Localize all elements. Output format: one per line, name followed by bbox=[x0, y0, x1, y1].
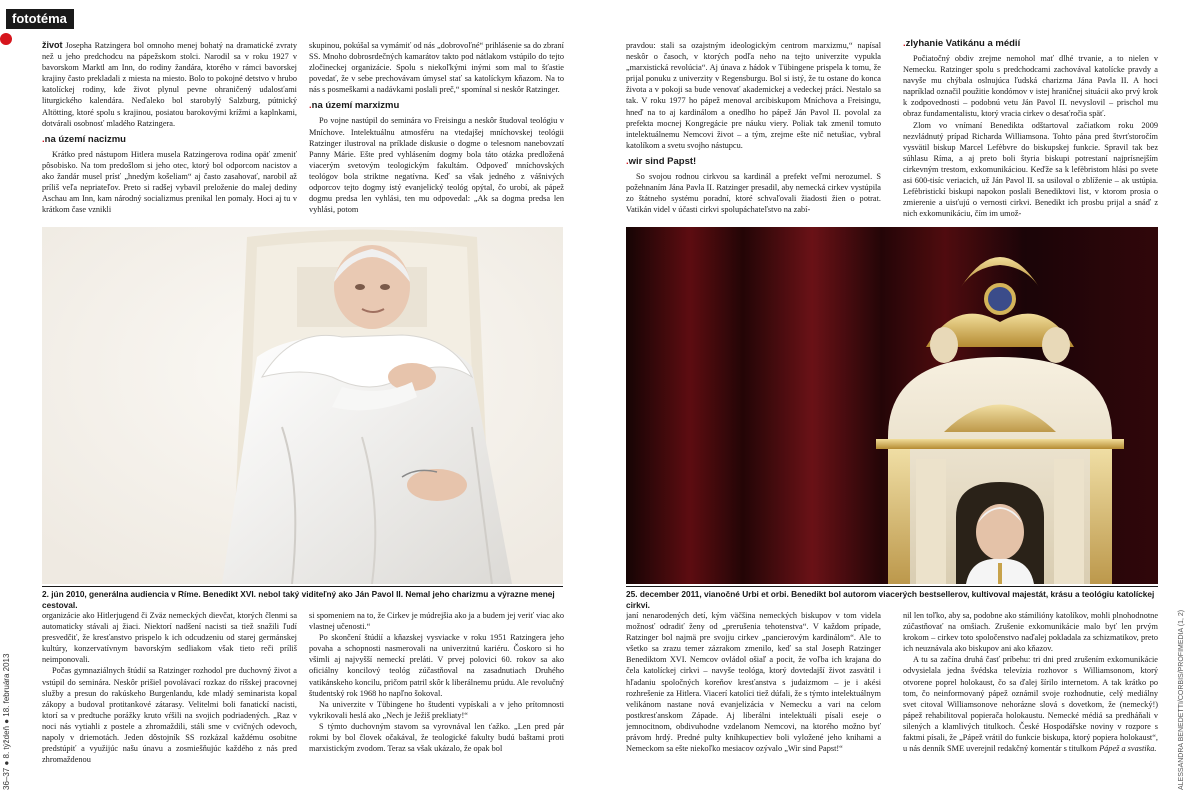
subheading: .na území nacizmu bbox=[42, 133, 126, 145]
paragraph: S týmto duchovným stavom sa vyrovnával len ťažko. „Len pred pár rokmi by bol človek očakával, že teologické fakulty budú baštami proti marxistickým zvodom. Teraz sa však ukázalo, že opak bol bbox=[309, 721, 564, 754]
paragraph: janí nenarodených detí, kým väčšina nemeckých biskupov v tom videla možnosť odradiť ženy od „prerušenia tehotenstva“. V každom prípade, Ratzinger bol najmä pre svojju cirkev „pancierovým kardinálom“. Ale to všetko sa zrazu temer zázrakom zmenilo, keď sa stal Joseph Ratzinger Benediktom XVI. Nemcov ovládol ošiaľ a pocit, že voľba ich krajana do čela katolíckej cirkvi – navyše teológa, ktorý dovtedajší život zasvätil i hľadaniu spoločných koreňov kresťanstva s judaizmom – je i akési rozhrešenie za Hitlera. Viacerí katolíci tiež dúfali, že s týmto intelektuálnym velikánom nastane nová evanjelizácia v Nemecku a vari na celom postkresťanskom Západe. Aj liberálni intelektuáli písali eseje o jemnocitnom, obdivuhodne vzdelanom Nemcovi, na ktorého možno byť právom hrdý. Predné pulty kníhkupectiev boli vyložené jeho knihami a Nemeckom sa ešte niekoľko mesiacov ozývalo „Wir sind Papst!“ bbox=[626, 611, 881, 754]
caption-rule bbox=[42, 586, 563, 587]
text-column-2 bbox=[309, 40, 564, 223]
subheading: .wir sind Papst! bbox=[626, 155, 697, 167]
photo-credit: ALESSANDRA BENEDETTI/CORBIS/PROFIMEDIA (1, 2) bbox=[1178, 609, 1185, 790]
paragraph: Krátko pred nástupom Hitlera musela Ratzingerova rodina opäť zmeniť pôsobisko. Na tom predošlom si jeho otec, ktorý bol odporcom nacistov a ako žandár musel prísť „hnedým košeliam“ aj často zasahovať, narobil až príliš veľa nepriateľov. Preto si radšej vybavil preloženie do malej dediny Aschau am Inn, kam národný socializmus prenikal len pomaly. Hoci aj tu v krátkom čase vznikli bbox=[42, 149, 297, 215]
photo-pope-urbi-et-orbi bbox=[626, 227, 1158, 584]
text-column-5 bbox=[42, 610, 297, 790]
section-label: fototéma bbox=[6, 9, 74, 29]
section-bullet-icon bbox=[0, 33, 12, 45]
text-column-3 bbox=[626, 40, 881, 223]
text-column-1 bbox=[42, 40, 297, 223]
paragraph: si spomeniem na to, že Cirkev je múdrejšia ako ja a budem jej veriť viac ako vlastnej učenosti.“ bbox=[309, 611, 564, 632]
page-folio: 36–37 ● 8. týždeň ● 18. februára 2013 bbox=[2, 653, 11, 790]
lead-word: život bbox=[42, 40, 63, 50]
paragraph: pravdou: stali sa ozajstným ideologickým centrom marxizmu,“ napísal neskôr o časoch, v ktorých podľa neho na tejto univerzite vypukla „marxistická revolúcia“. Aj únava z hádok v Tübingene prispela k tomu, že prijal ponuku z univerzity v Regensburgu. Bol si istý, že tu ostane do konca života a v pokoji sa bude venovať akademickej a vedeckej práci. Nestalo sa tak. V roku 1977 ho pápež menoval arcibiskupom Mníchova a Freisingu, hneď na to aj kardinálom a onedlho ho pápež Ján Pavol II. povolal za prefekta mocnej Kongregácie pre náuku viery. Poliak tak zmenil tomuto intelektuálnemu Nemcovi život – a tým, zrejme ešte nič netušiac, vybral katolíkom a svetu svojho nástupcu. bbox=[626, 41, 881, 150]
photo-caption-left: 2. jún 2010, generálna audiencia v Ríme. Benedikt XVI. nebol taký viditeľný ako Ján Pavol II. Nemal jeho charizmu a výrazne menej cestoval. bbox=[42, 589, 555, 610]
paragraph: A tu sa začína druhá časť príbehu: tri dni pred zrušením exkomunikácie odvysielala jedna švédska televízia rozhovor s Williamsonom, ktorý otvorene poprel holokaust, čo sa ďalej šírilo internetom. A tak krátko po tom, čo neinformovaný pápež oznámil svoje rozhodnutie, celý mediálny svet citoval Williamsonove nehorázne slová s dovetkom, že (nemecký!) pápež rehabilitoval popierača holokaustu. Nemecké médiá sa predháňali v silených a klamlivých titulkoch. České Hospodářske noviny v rozpore s faktmi písali, že „Pápež vrátil do funkcie biskupa, ktorý popiera holokaust“, u nás denník SME uverejnil redakčný komentár s titulkom Pápež a svastika. bbox=[903, 655, 1158, 754]
pope-balcony-photo bbox=[626, 227, 1158, 584]
photo-pope-general-audience bbox=[42, 227, 563, 584]
paragraph: Josepha Ratzingera bol omnoho menej bohatý na dramatické zvraty než u jeho predchodcu na pápežskom stolci. Narodil sa v roku 1927 v bavorskom Marktl am Inn, do rodiny žandára, ktorého v rámci bavorskej krajiny často prekladali z miesta na miesto. Bolo to pokojné detstvo v hrubo katolíckej rodiny, kde život plynul pevne ohraničený udalosťami liturgického kalendára. Neďaleko bol starobylý Salzburg, pútnický Altötting, ktoré spolu s krajinou, posiatou barokovými krížmi a kaplnkami, dotvárali osobnosť mladého Ratzingera. bbox=[42, 41, 297, 128]
text-column-4 bbox=[903, 38, 1158, 223]
subheading: .na území marxizmu bbox=[309, 100, 400, 112]
paragraph: nil len toľko, aby sa, podobne ako stámilióny katolíkov, mohli plnohodnotne zúčastňovať na omšiach. Zrušenie exkomunikácie malo byť len prvým krokom – cirkev toto spoločenstvo naďalej pokladala za schizmatikov, preto ich neuznávala ako biskupov ani ako kňazov. bbox=[903, 611, 1158, 654]
text-column-6 bbox=[309, 610, 564, 790]
pope-white-photo bbox=[42, 227, 563, 584]
paragraph: So svojou rodnou cirkvou sa kardinál a prefekt veľmi nerozumel. S požehnaním Jána Pavla II. Ratzinger presadil, aby nemecká cirkev vystúpila zo štátneho systému poradní, ktoré schvaľovali žiadosti žien o potrat. Vatikán videl v účasti cirkvi spolupáchateľstvo na zabí- bbox=[626, 171, 881, 215]
subheading: .zlyhanie Vatikánu a médií bbox=[903, 38, 1021, 49]
photo-caption-right: 25. december 2011, vianočné Urbi et orbi. Benedikt bol autorom viacerých bestsellerov, kultivoval majestát, krásu a teológiu katolíckej cirkvi. bbox=[626, 589, 1155, 610]
paragraph: skupinou, pokúšal sa vymámiť od nás „dobrovoľné“ prihlásenie sa do zbraní SS. Mnoho dobrosrdečných kamarátov takto pod nátlakom vstúpilo do tejto zločineckej organizácie. Spolu s niekoľkými inými som mal to šťastie povedať, že v sebe prechovávam úmysel stať sa katolíckym kňazom. Na to nás s posmeškami a nadávkami poslali preč,“ spomínal si neskôr Ratzinger. bbox=[309, 41, 564, 95]
text-column-8 bbox=[903, 610, 1158, 790]
article-title-italic: Pápež a svastika. bbox=[1099, 744, 1157, 754]
paragraph: Počiatočný obdiv zrejme nemohol mať dlhé trvanie, a to nielen v Nemecku. Ratzinger spolu s predchodcami zachovával katolícke pravdy a navyše mu chýbala oslnujúca ľudská charizma Jána Pavla II. A hoci napríklad označil použitie kondómov v istej hraničnej situácii ako prvý krok k zodpovednosti – podobnú vetu Ján Pavol II. nevyslovil – prischol mu obraz fundamentalistu, ktorý vracia cirkev o desaťročia späť. bbox=[903, 54, 1158, 119]
paragraph: Zlom vo vnímaní Benedikta odštartoval začiatkom roku 2009 nezvládnutý prípad Richarda Williamsona. Tohto pána pred štvrťstoročím vysvätil biskup Marcel Lefèbvre do biskupskej funkcie. Spravil tak bez súhlasu Ríma, a aj preto boli štyria biskupi potrestaní najprísnejším cirkevným trestom, exkomunikáciou. Keďže sa k lefèbristom hlási po svete asi 600-tisíc veriacich, už Ján Pavol II. sa usiloval o zblíženie – ak ustúpia. Lefèbristickí biskupi napokon poslali Benediktovi list, v ktorom prosia o zmierenie a uisťujú o vernosti cirkvi. Benedikt ich prosbu prijal a snáď z nich exkomunikáciu, čím im umož- bbox=[903, 120, 1158, 219]
paragraph: Po skončení štúdií a kňazskej vysviacke v roku 1951 Ratzingera jeho povaha a schopnosti nasmerovali na univerzitnú kariéru. Čoskoro si ho všimli aj najvyšší nemeckí preláti. V prvej polovici 60. rokov sa ako oficiálny koncilový teológ zúčastňoval na zasadnutiach Druhého vatikánskeho koncilu, pričom patril skôr k liberálnemu prúdu. Ale revolučný študentský rok 1968 ho napľno šokoval. bbox=[309, 633, 564, 698]
paragraph: Na univerzite v Tübingene ho študenti vypískali a v jeho prítomnosti vykrikovali heslá ako „Nech je Ježiš prekliaty!“ bbox=[309, 699, 564, 720]
caption-rule bbox=[626, 586, 1158, 587]
paragraph: Počas gymnaziálnych štúdií sa Ratzinger rozhodol pre duchovný život a vstúpil do seminára. Neskôr prišiel povolávací rozkaz do ríšskej pracovnej služby a presun do rakúskeho Burgenlandu, kde mladý seminarista kopal zákopy a budoval protitankové zátarasy. Velitelmi boli fanatickí nacisti, ktorí sa v predtuche porážky kruto vŕšili na svojich podriadených. „Raz v noci nás vytiahli z postele a zhromaždili, stáli sme v cvičných odevoch, napoly v driemotách. Jeden dôstojník SS rozkázal každému osobitne predstúpiť a využijúc našu únavu a zosmiešňujúc každého z nás pred zhromaždenou bbox=[42, 666, 297, 765]
paragraph: Po vojne nastúpil do seminára vo Freisingu a neskôr študoval teológiu v Mníchove. Intelektuálnu atmosféru na vtedajšej mníchovskej teológii Ratzinger ilustroval na príklade diskusie o dogme o telesnom nanebovzatí Panny Márie. Ešte pred vyhlásením dogmy bola táto otázka predložená viacerým svetovým teologickým fakultám. Odpoveď mníchovských teológov bola striktne negatívna. Keď sa však jedného z vášnivých odporcov tejto dogmy istý evanjelický teológ opýtal, čo urobí, ak pápež dogmu predsa len vyhlási, ten mu odpovedal: „Ak sa dogma predsa len vyhlási, potom bbox=[309, 116, 564, 215]
paragraph: organizácie ako Hitlerjugend či Zväz nemeckých dievčat, ktorých členmi sa automaticky stávali aj žiaci. Niektorí nadšení nacisti sa tiež snažili ľudí presvedčiť, že kresťanstvo prispelo k ich odcudzeniu od starej germánskej kultúry, konzervatívnym bavorským sedliakom však tieto reči príliš neimponovali. bbox=[42, 611, 297, 665]
text-column-7 bbox=[626, 610, 881, 790]
